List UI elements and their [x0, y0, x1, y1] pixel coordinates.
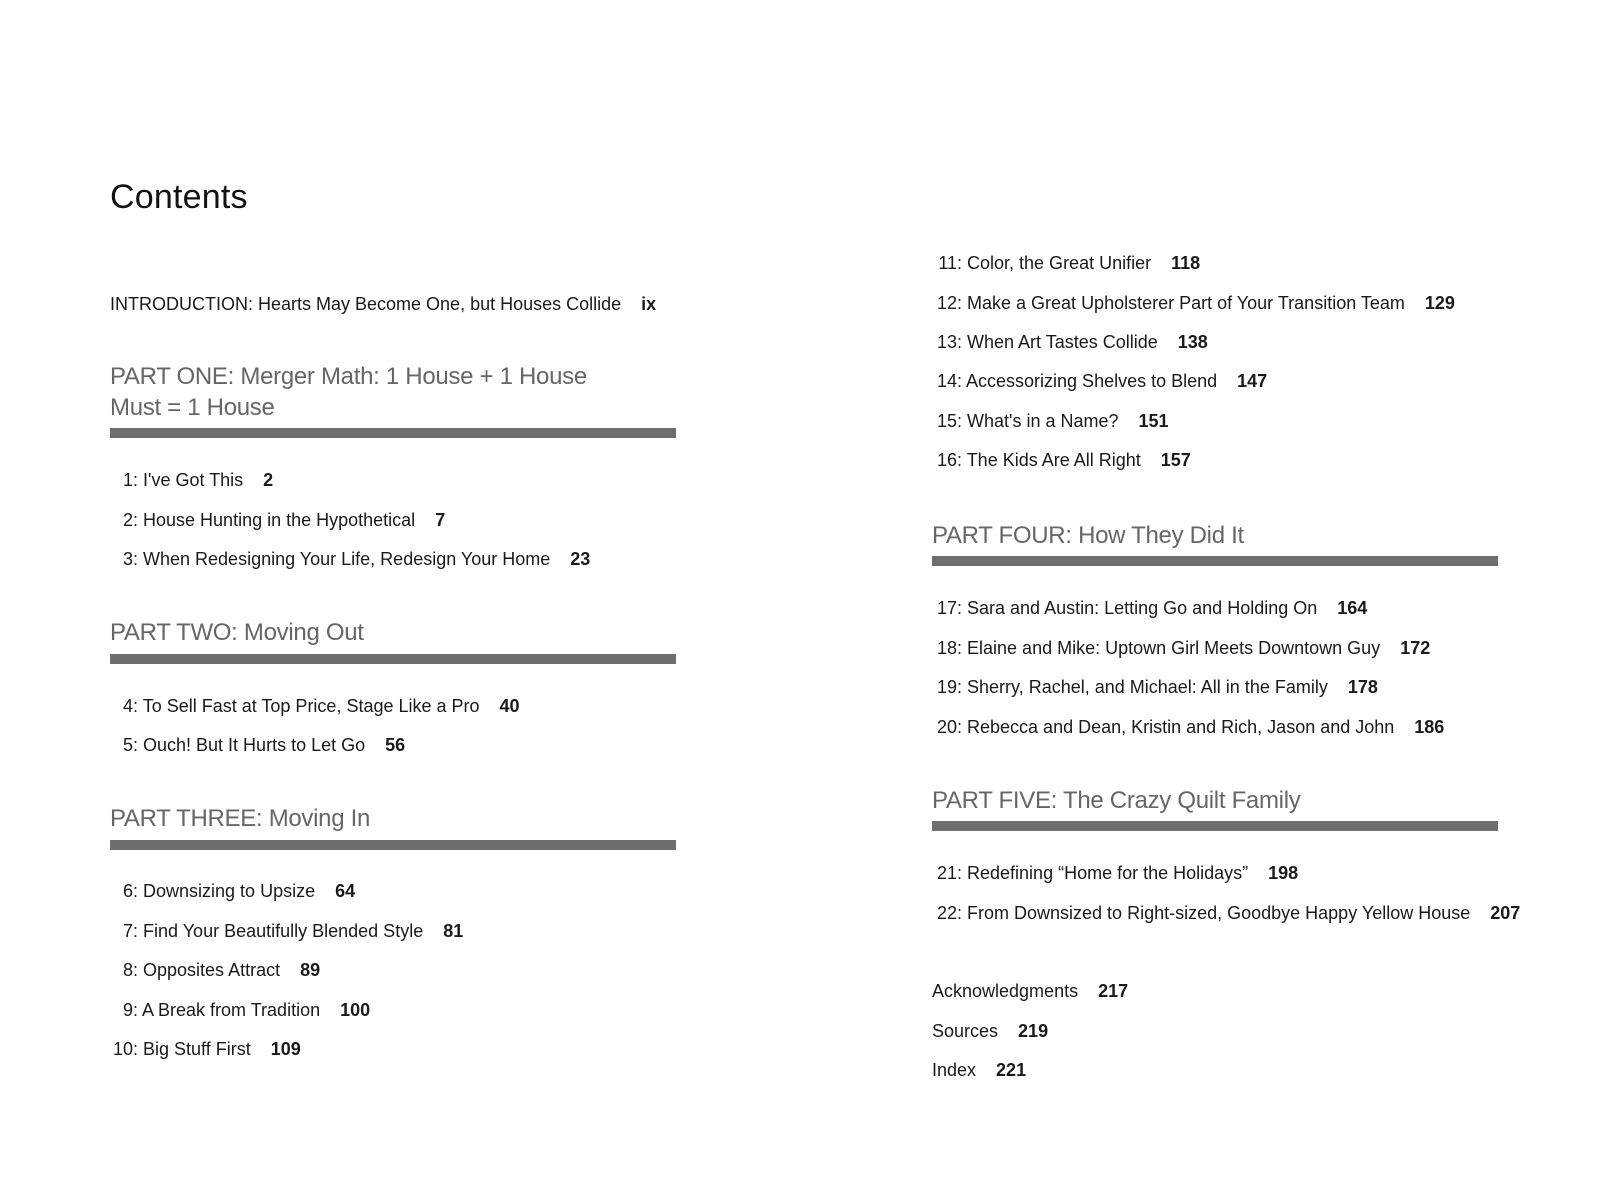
part-five-title: The Crazy Quilt Family — [1062, 787, 1301, 814]
part-one-heading — [110, 361, 587, 423]
chapter-title: Redefining “Home for the Holidays” — [967, 863, 1249, 883]
toc-chapter-10[interactable] — [106, 1038, 301, 1060]
page-title: Contents — [110, 178, 248, 216]
back-matter-page: 219 — [1018, 1021, 1049, 1041]
chapter-title: I've Got This — [143, 470, 244, 490]
toc-chapter-12[interactable] — [928, 292, 1455, 314]
chapter-title: Make a Great Upholsterer Part of Your Transition Team — [967, 293, 1405, 313]
part-three-label: PART THREE: — [110, 805, 263, 832]
part-four-label: PART FOUR: — [932, 522, 1072, 549]
part-two-heading — [110, 617, 364, 648]
chapter-title: Rebecca and Dean, Kristin and Rich, Jason and John — [967, 717, 1395, 737]
back-matter-page: 221 — [996, 1060, 1027, 1080]
toc-chapter-8[interactable] — [106, 959, 320, 981]
chapter-number: 14: — [936, 371, 962, 391]
part-five-label: PART FIVE: — [932, 787, 1058, 814]
chapter-title: To Sell Fast at Top Price, Stage Like a Pro — [142, 696, 480, 716]
chapter-page: 138 — [1177, 332, 1208, 352]
chapter-page: 109 — [270, 1039, 301, 1059]
chapter-page: 81 — [443, 921, 464, 941]
chapter-title: Sara and Austin: Letting Go and Holding On — [967, 598, 1318, 618]
chapter-title: Sherry, Rachel, and Michael: All in the Family — [967, 677, 1328, 697]
part-three-divider — [110, 840, 676, 850]
part-three-title: Moving In — [268, 805, 371, 832]
toc-chapter-20[interactable] — [928, 716, 1444, 738]
toc-chapter-11[interactable] — [928, 252, 1200, 274]
chapter-number: 22: — [936, 903, 962, 923]
chapter-title: From Downsized to Right-sized, Goodbye Happy Yellow House — [967, 903, 1471, 923]
part-five-divider — [932, 821, 1498, 831]
toc-chapter-18[interactable] — [928, 637, 1430, 659]
chapter-number: 7: — [122, 921, 138, 941]
back-matter-label: Acknowledgments — [932, 981, 1079, 1001]
chapter-page: 23 — [570, 549, 591, 569]
introduction-page: ix — [641, 294, 657, 314]
chapter-number: 6: — [122, 881, 138, 901]
introduction-label: INTRODUCTION: Hearts May Become One, but Houses Collide — [110, 294, 622, 314]
chapter-page: 164 — [1337, 598, 1368, 618]
chapter-title: What's in a Name? — [967, 411, 1119, 431]
back-matter-label: Index — [932, 1060, 977, 1080]
chapter-number: 13: — [936, 332, 962, 352]
chapter-number: 3: — [122, 549, 138, 569]
chapter-number: 21: — [936, 863, 962, 883]
chapter-title: Find Your Beautifully Blended Style — [143, 921, 424, 941]
chapter-page: 129 — [1424, 293, 1455, 313]
chapter-number: 12: — [936, 293, 962, 313]
toc-chapter-6[interactable] — [106, 880, 355, 902]
chapter-number: 11: — [938, 253, 962, 273]
part-two-label: PART TWO: — [110, 619, 238, 646]
chapter-number: 5: — [122, 735, 138, 755]
toc-chapter-5[interactable] — [106, 734, 405, 756]
chapter-title: The Kids Are All Right — [966, 450, 1141, 470]
chapter-title: Elaine and Mike: Uptown Girl Meets Downtown Guy — [967, 638, 1381, 658]
toc-chapter-4[interactable] — [106, 695, 520, 717]
chapter-number: 18: — [936, 638, 962, 658]
part-five-heading — [932, 785, 1300, 816]
chapter-title: Big Stuff First — [143, 1039, 251, 1059]
toc-acknowledgments[interactable] — [932, 980, 1128, 1002]
chapter-title: House Hunting in the Hypothetical — [143, 510, 416, 530]
part-two-divider — [110, 654, 676, 664]
chapter-number: 20: — [936, 717, 962, 737]
chapter-page: 157 — [1160, 450, 1191, 470]
toc-chapter-1[interactable] — [106, 469, 273, 491]
toc-chapter-14[interactable] — [928, 370, 1267, 392]
toc-chapter-9[interactable] — [106, 999, 370, 1021]
chapter-title: Downsizing to Upsize — [143, 881, 316, 901]
toc-chapter-16[interactable] — [928, 449, 1191, 471]
chapter-page: 151 — [1138, 411, 1169, 431]
chapter-number: 9: — [122, 1000, 138, 1020]
toc-chapter-22[interactable] — [928, 902, 1520, 924]
chapter-number: 15: — [936, 411, 962, 431]
toc-chapter-13[interactable] — [928, 331, 1208, 353]
toc-index[interactable] — [932, 1059, 1026, 1081]
chapter-number: 4: — [122, 696, 138, 716]
chapter-page: 178 — [1347, 677, 1378, 697]
chapter-number: 10: — [112, 1039, 138, 1059]
chapter-number: 16: — [936, 450, 962, 470]
chapter-page: 100 — [340, 1000, 371, 1020]
part-four-title: How They Did It — [1078, 522, 1244, 549]
chapter-title: Opposites Attract — [143, 960, 281, 980]
part-three-heading — [110, 803, 370, 834]
chapter-page: 172 — [1400, 638, 1431, 658]
toc-chapter-21[interactable] — [928, 862, 1298, 884]
part-one-divider — [110, 428, 676, 438]
toc-chapter-17[interactable] — [928, 597, 1367, 619]
toc-chapter-3[interactable] — [106, 548, 590, 570]
back-matter-label: Sources — [932, 1021, 999, 1041]
chapter-title: When Redesigning Your Life, Redesign Your Home — [143, 549, 551, 569]
chapter-page: 118 — [1171, 253, 1201, 273]
part-four-divider — [932, 556, 1498, 566]
part-two-title: Moving Out — [243, 619, 364, 646]
chapter-title: Color, the Great Unifier — [967, 253, 1152, 273]
chapter-number: 2: — [122, 510, 138, 530]
chapter-number: 17: — [936, 598, 962, 618]
part-one-title-line2: Must = 1 House — [110, 394, 275, 421]
back-matter-page: 217 — [1098, 981, 1129, 1001]
chapter-page: 64 — [335, 881, 356, 901]
toc-chapter-19[interactable] — [928, 676, 1378, 698]
chapter-number: 1: — [122, 470, 138, 490]
toc-introduction[interactable] — [110, 293, 656, 315]
chapter-title: A Break from Tradition — [142, 1000, 321, 1020]
chapter-page: 56 — [385, 735, 406, 755]
part-four-heading — [932, 520, 1244, 551]
chapter-page: 89 — [300, 960, 321, 980]
chapter-page: 207 — [1490, 903, 1521, 923]
chapter-page: 198 — [1268, 863, 1299, 883]
toc-chapter-7[interactable] — [106, 920, 463, 942]
chapter-number: 8: — [122, 960, 138, 980]
chapter-page: 2 — [263, 470, 274, 490]
chapter-number: 19: — [936, 677, 962, 697]
chapter-page: 40 — [499, 696, 520, 716]
chapter-title: Accessorizing Shelves to Blend — [966, 371, 1218, 391]
chapter-title: When Art Tastes Collide — [967, 332, 1158, 352]
part-one-title-line1: Merger Math: 1 House + 1 House — [240, 363, 587, 390]
toc-sources[interactable] — [932, 1020, 1048, 1042]
toc-chapter-2[interactable] — [106, 509, 445, 531]
chapter-page: 147 — [1237, 371, 1268, 391]
chapter-page: 7 — [435, 510, 446, 530]
chapter-page: 186 — [1414, 717, 1445, 737]
toc-chapter-15[interactable] — [928, 410, 1169, 432]
part-one-label: PART ONE: — [110, 363, 235, 390]
chapter-title: Ouch! But It Hurts to Let Go — [143, 735, 366, 755]
